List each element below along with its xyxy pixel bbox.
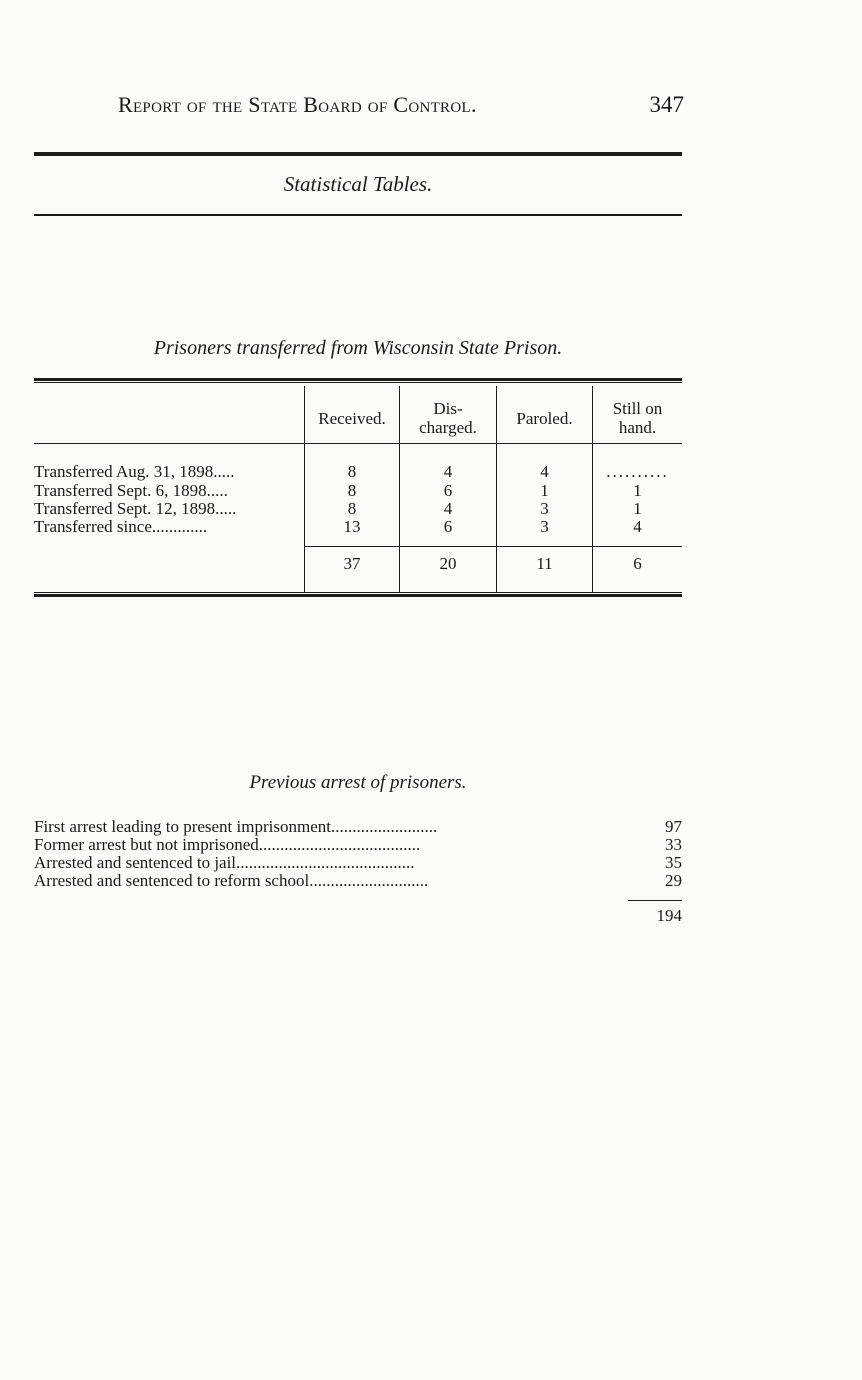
table-cell: 4 bbox=[633, 517, 642, 536]
table-cell: 3 bbox=[540, 517, 549, 536]
table-row-label: Transferred Sept. 6, 1898..... bbox=[34, 481, 228, 500]
table-cell: 4 bbox=[540, 462, 549, 481]
total-discharged: 20 bbox=[439, 554, 457, 573]
arrest-row-label: First arrest leading to present imprisonment......................... bbox=[34, 817, 438, 836]
arrest-total: 194 bbox=[656, 906, 682, 925]
table-cell: 6 bbox=[443, 481, 453, 500]
table-cell: 1 bbox=[540, 481, 549, 500]
column-header-discharged: Dis- charged. bbox=[419, 399, 477, 437]
column-header-paroled: Paroled. bbox=[516, 408, 573, 428]
table-cell: 8 bbox=[347, 481, 357, 500]
page-number: 347 bbox=[649, 92, 684, 117]
table-row-label: Transferred Aug. 31, 1898..... bbox=[34, 462, 235, 481]
column-header-received: Received. bbox=[318, 408, 386, 428]
arrest-row-value: 33 bbox=[665, 835, 682, 854]
table-cell: 4 bbox=[443, 462, 453, 481]
table-cell: 13 bbox=[343, 517, 361, 536]
table-row-label: Transferred Sept. 12, 1898..... bbox=[34, 499, 237, 518]
section-title: Statistical Tables. bbox=[283, 172, 433, 196]
total-received: 37 bbox=[343, 554, 361, 573]
total-still-on-hand: 6 bbox=[633, 554, 642, 573]
totals-rule bbox=[305, 546, 682, 547]
arrest-table-caption: Previous arrest of prisoners. bbox=[249, 772, 467, 793]
transfer-table-caption: Prisoners transferred from Wisconsin State Prison. bbox=[153, 337, 563, 359]
arrest-row-label: Former arrest but not imprisoned...................................... bbox=[34, 835, 421, 854]
table-cell: 4 bbox=[443, 499, 453, 518]
column-header-still-on-hand: Still on hand. bbox=[612, 399, 663, 437]
header-rule-top bbox=[34, 152, 682, 156]
running-head: Report of the State Board of Control. bbox=[118, 92, 477, 117]
total-paroled: 11 bbox=[536, 554, 553, 573]
table-cell: 8 bbox=[347, 462, 357, 481]
arrest-row-value: 29 bbox=[665, 871, 682, 890]
table-row-label: Transferred since............. bbox=[34, 517, 208, 536]
header-underline bbox=[34, 443, 682, 444]
arrest-row-value: 97 bbox=[665, 817, 682, 836]
table-cell: .......... bbox=[606, 462, 669, 481]
table-cell: 6 bbox=[443, 517, 453, 536]
transfer-table-top-rule bbox=[34, 378, 682, 383]
arrest-row-label: Arrested and sentenced to jail.......................................... bbox=[34, 853, 415, 872]
transfer-table-bottom-rule bbox=[34, 592, 682, 597]
arrest-row-label: Arrested and sentenced to reform school............................ bbox=[34, 871, 429, 890]
table-cell: 3 bbox=[540, 499, 549, 518]
table-cell: 8 bbox=[347, 499, 357, 518]
table-cell: 1 bbox=[633, 481, 642, 500]
arrest-sum-rule bbox=[628, 900, 682, 901]
header-rule-bottom bbox=[34, 214, 682, 216]
table-cell: 1 bbox=[633, 499, 642, 518]
arrest-row-value: 35 bbox=[665, 853, 682, 872]
